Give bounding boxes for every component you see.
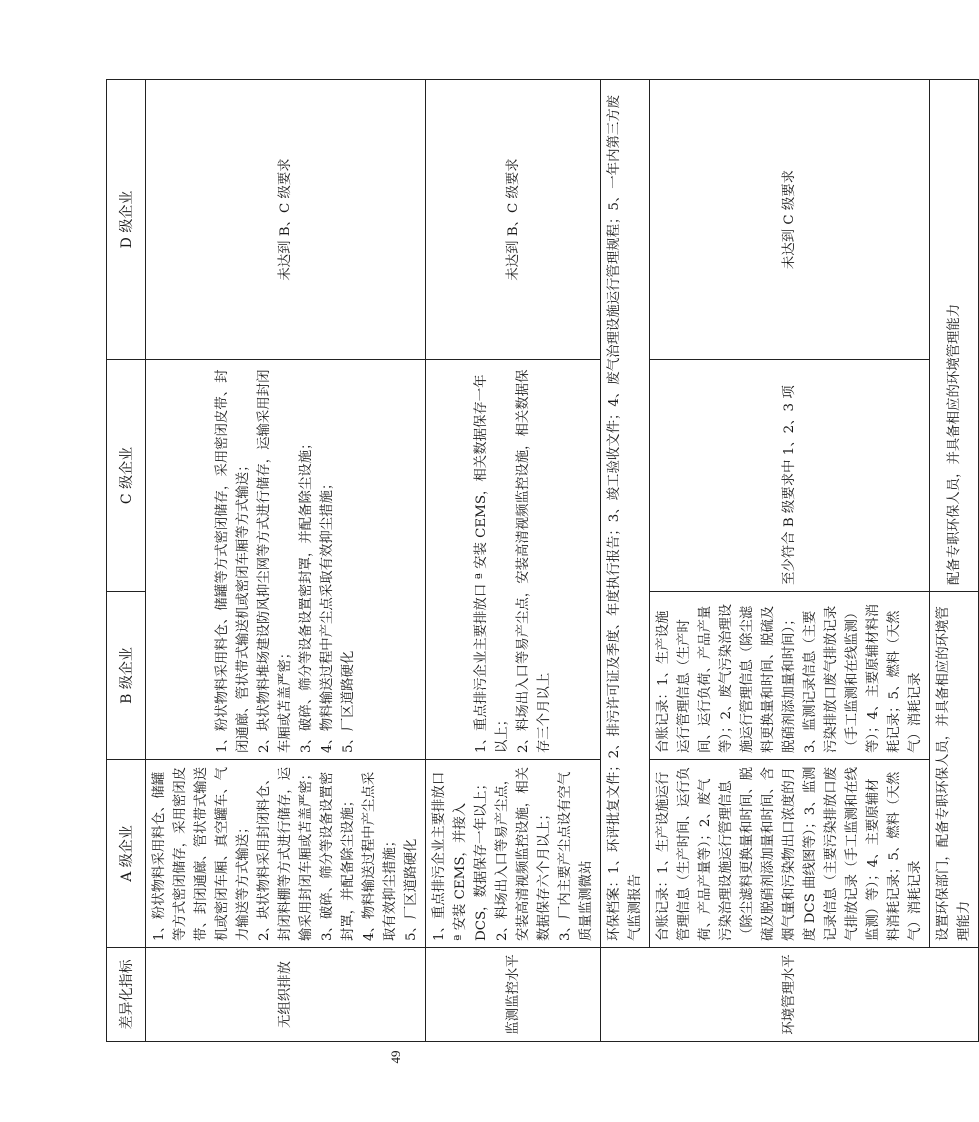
header-grade-a: A 级企业	[107, 760, 146, 948]
grade-d-ledger: 未达到 C 级要求	[650, 80, 930, 360]
requirement-item: 5、厂区道路硬化	[341, 650, 356, 753]
table-row	[601, 80, 650, 1042]
table-row	[146, 80, 426, 1042]
rating-table	[106, 79, 979, 1042]
requirement-item: 1、粉状物料采用料仓、储罐等方式密闭储存，采用密闭皮带、封闭通廊、管状带式输送机或密闭车厢、真空罐车、气力输送等方式输送；	[152, 766, 251, 941]
requirement-item: 2、块状物料采用封闭料仓、封闭料棚等方式进行储存，运输采用封闭车厢或苫盖严密；	[257, 766, 314, 941]
requirement-item: 2、料场出入口等易产尘点，安装高清视频监控设施，相关数据保存三个月以上	[516, 369, 552, 753]
requirement-item: 4、物料输送过程中产尘点采取有效抑尘措施；	[362, 771, 398, 941]
table-row	[650, 80, 930, 1042]
grade-a-requirements	[146, 760, 426, 948]
grade-bc-requirements	[146, 360, 426, 760]
requirement-item: 5、厂区道路硬化	[404, 838, 419, 941]
requirement-item: 2、料场出入口等易产尘点，安装高清视频监控设施，相关数据保存六个月以上；	[495, 766, 552, 941]
table-row	[426, 80, 601, 1042]
table-row	[930, 80, 979, 1042]
grade-b-ledger: 台账记录：1、生产设施运行管理信息（生产时间、运行负荷、产品产量等）；2、废气污染治理设施运行管理信息（除尘滤料更换量和时间、脱硫及脱硝剂添加量和时间）；3、监测记录信息（主要污染排放口废气排放记录（手工监测和在线监测）等）；4、主要原辅材料消耗记录；5、燃料（天然气）消耗记录	[650, 592, 930, 760]
grade-bc-requirements	[426, 360, 601, 760]
requirement-item: 4、物料输送过程中产尘点采取有效抑尘措施；	[320, 476, 335, 753]
header-grade-d: D 级企业	[107, 80, 146, 360]
archive-requirements: 环保档案：1、环评批复文件；2、排污许可证及季度、年度执行报告；3、竣工验收文件；4、废气治理设施运行管理规程；5、一年内第三方废气监测报告	[601, 80, 650, 948]
page-number: 49	[388, 1050, 403, 1064]
requirement-item: 3、厂内主要产尘点设有空气质量监测微站	[558, 771, 594, 941]
requirement-item: 1、重点排污企业主要排放口 ª 安装 CEMS，并接入 DCS，数据保存一年以上；	[432, 771, 489, 941]
rotated-page-content	[106, 80, 972, 1042]
grade-a-ledger: 台账记录：1、生产设施运行管理信息（生产时间、运行负荷、产品产量等）；2、废气污染治理设施运行管理信息（除尘滤料更换量和时间、脱硫及脱硝剂添加量和时间、含烟气量和污染物出口浓度的月度 DCS 曲线图等）；3、监测记录信息（主要污染排放口废气排放记录（手工监测和在线监测）等）；4、主要原辅材料消耗记录；5、燃料（天然气）消耗记录	[650, 760, 930, 948]
requirement-item: 3、破碎、筛分等设备设置密封罩，并配备除尘设施；	[320, 771, 356, 941]
staff-requirements-cd: 配备专职环保人员，并具备相应的环境管理能力	[930, 80, 979, 592]
header-grade-b: B 级企业	[107, 592, 146, 760]
header-grade-c: C 级企业	[107, 360, 146, 592]
grade-c-ledger: 至少符合 B 级要求中 1、2、3 项	[650, 360, 930, 592]
header-indicator: 差异化指标	[107, 948, 146, 1042]
requirement-item: 1、重点排污企业主要排放口 ª 安装 CEMS，相关数据保存一年以上；	[474, 374, 510, 753]
indicator-fugitive-emission: 无组织排放	[146, 948, 426, 1042]
requirement-item: 2、块状物料堆场建设防风抑尘网等方式进行储存，运输采用封闭车厢或苫盖严密；	[257, 369, 293, 753]
grade-a-requirements	[426, 760, 601, 948]
indicator-monitoring-level: 监测监控水平	[426, 948, 601, 1042]
staff-requirements-ab: 设置环保部门，配备专职环保人员，并具备相应的环境管理能力	[930, 592, 979, 948]
indicator-management-level: 环境管理水平	[601, 948, 979, 1042]
requirement-item: 1、粉状物料采用料仓、储罐等方式密闭储存，采用密闭皮带、封闭通廊、管状带式输送机或密闭车厢等方式输送；	[215, 369, 251, 753]
grade-d-requirements: 未达到 B、C 级要求	[146, 80, 426, 360]
table-header-row	[107, 80, 146, 1042]
requirement-item: 3、破碎、筛分等设备设置密封罩，并配备除尘设施；	[299, 436, 314, 753]
grade-d-requirements: 未达到 B、C 级要求	[426, 80, 601, 360]
